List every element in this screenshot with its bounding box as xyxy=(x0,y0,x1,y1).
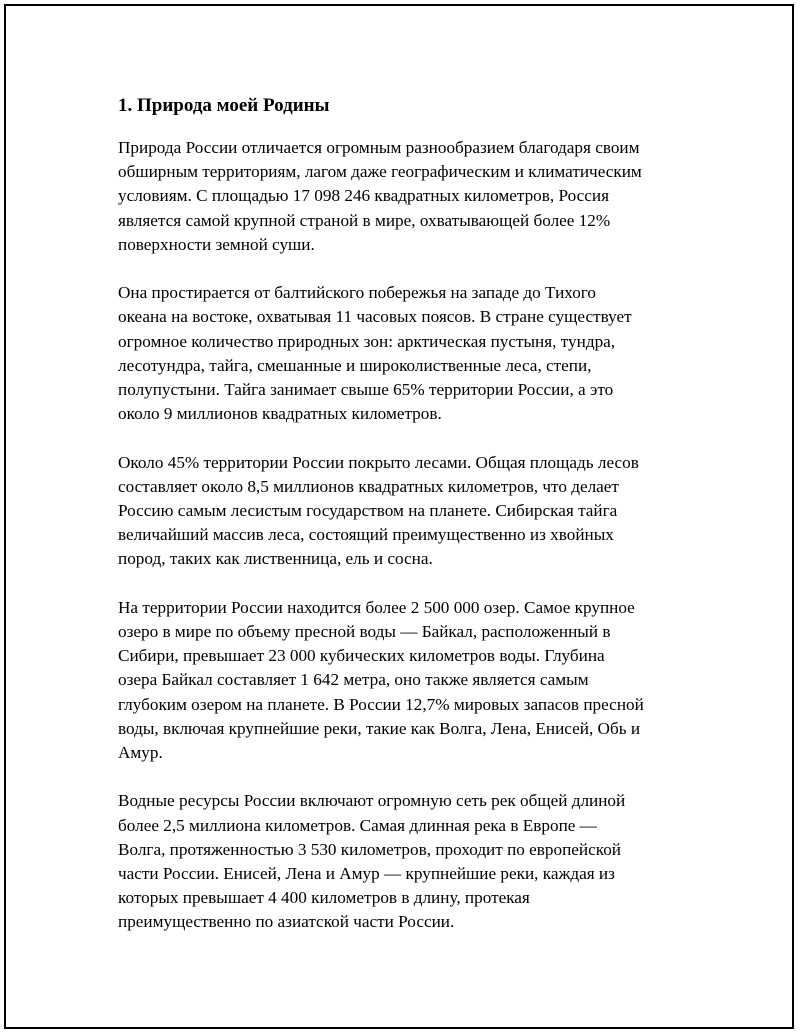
document-body xyxy=(118,92,688,959)
text-line: части России. Енисей, Лена и Амур — крупнейшие реки, каждая из xyxy=(118,864,615,884)
section-heading: 1. Природа моей Родины xyxy=(118,95,330,116)
text-line: обширным территориям, лагом даже географическим и климатическим xyxy=(118,162,642,182)
text-line: Волга, протяженностью 3 530 километров, проходит по европейской xyxy=(118,839,622,859)
text-line: океана на востоке, охватывая 11 часовых поясов. В стране существует xyxy=(118,307,632,327)
paragraph-3 xyxy=(118,451,688,572)
text-line: Амур. xyxy=(118,743,163,763)
text-line: полупустыни. Тайга занимает свыше 65% территории России, а это xyxy=(118,380,614,400)
text-line: Россию самым лесистым государством на планете. Сибирская тайга xyxy=(118,501,618,521)
text-line: составляет около 8,5 миллионов квадратных километров, что делает xyxy=(118,476,619,496)
text-line: озера Байкал составляет 1 642 метра, оно также является самым xyxy=(118,670,589,690)
paragraph-4 xyxy=(118,596,688,765)
paragraph-5 xyxy=(118,789,688,934)
text-line: огромное количество природных зон: арктическая пустыня, тундра, xyxy=(118,331,616,351)
paragraph-1 xyxy=(118,136,688,257)
text-line: поверхности земной суши. xyxy=(118,234,315,254)
text-line: глубоким озером на планете. В России 12,7% мировых запасов пресной xyxy=(118,694,644,714)
text-line: воды, включая крупнейшие реки, такие как Волга, Лена, Енисей, Обь и xyxy=(118,718,641,738)
text-line: озеро в мире по объему пресной воды — Байкал, расположенный в xyxy=(118,622,611,642)
text-line: которых превышает 4 400 километров в длину, протекая xyxy=(118,888,530,908)
text-line: лесотундра, тайга, смешанные и широколиственные леса, степи, xyxy=(118,355,592,375)
text-line: условиям. С площадью 17 098 246 квадратных километров, Россия xyxy=(118,186,610,206)
text-line: более 2,5 миллиона километров. Самая длинная река в Европе — xyxy=(118,815,597,835)
text-line: Природа России отличается огромным разнообразием благодаря своим xyxy=(118,138,640,157)
paragraph-2 xyxy=(118,281,688,426)
text-line: является самой крупной страной в мире, охватывающей более 12% xyxy=(118,210,611,230)
text-line: Она простирается от балтийского побережья на западе до Тихого xyxy=(118,283,597,303)
text-line: Около 45% территории России покрыто лесами. Общая площадь лесов xyxy=(118,452,639,472)
text-line: около 9 миллионов квадратных километров. xyxy=(118,404,442,424)
text-line: величайший массив леса, состоящий преимущественно из хвойных xyxy=(118,525,614,545)
text-line: преимущественно по азиатской части России. xyxy=(118,912,455,932)
text-line: пород, таких как лиственница, ель и сосна. xyxy=(118,549,433,569)
text-line: Сибири, превышает 23 000 кубических километров воды. Глубина xyxy=(118,646,605,666)
text-line: Водные ресурсы России включают огромную сеть рек общей длиной xyxy=(118,791,626,811)
text-line: На территории России находится более 2 500 000 озер. Самое крупное xyxy=(118,597,635,617)
